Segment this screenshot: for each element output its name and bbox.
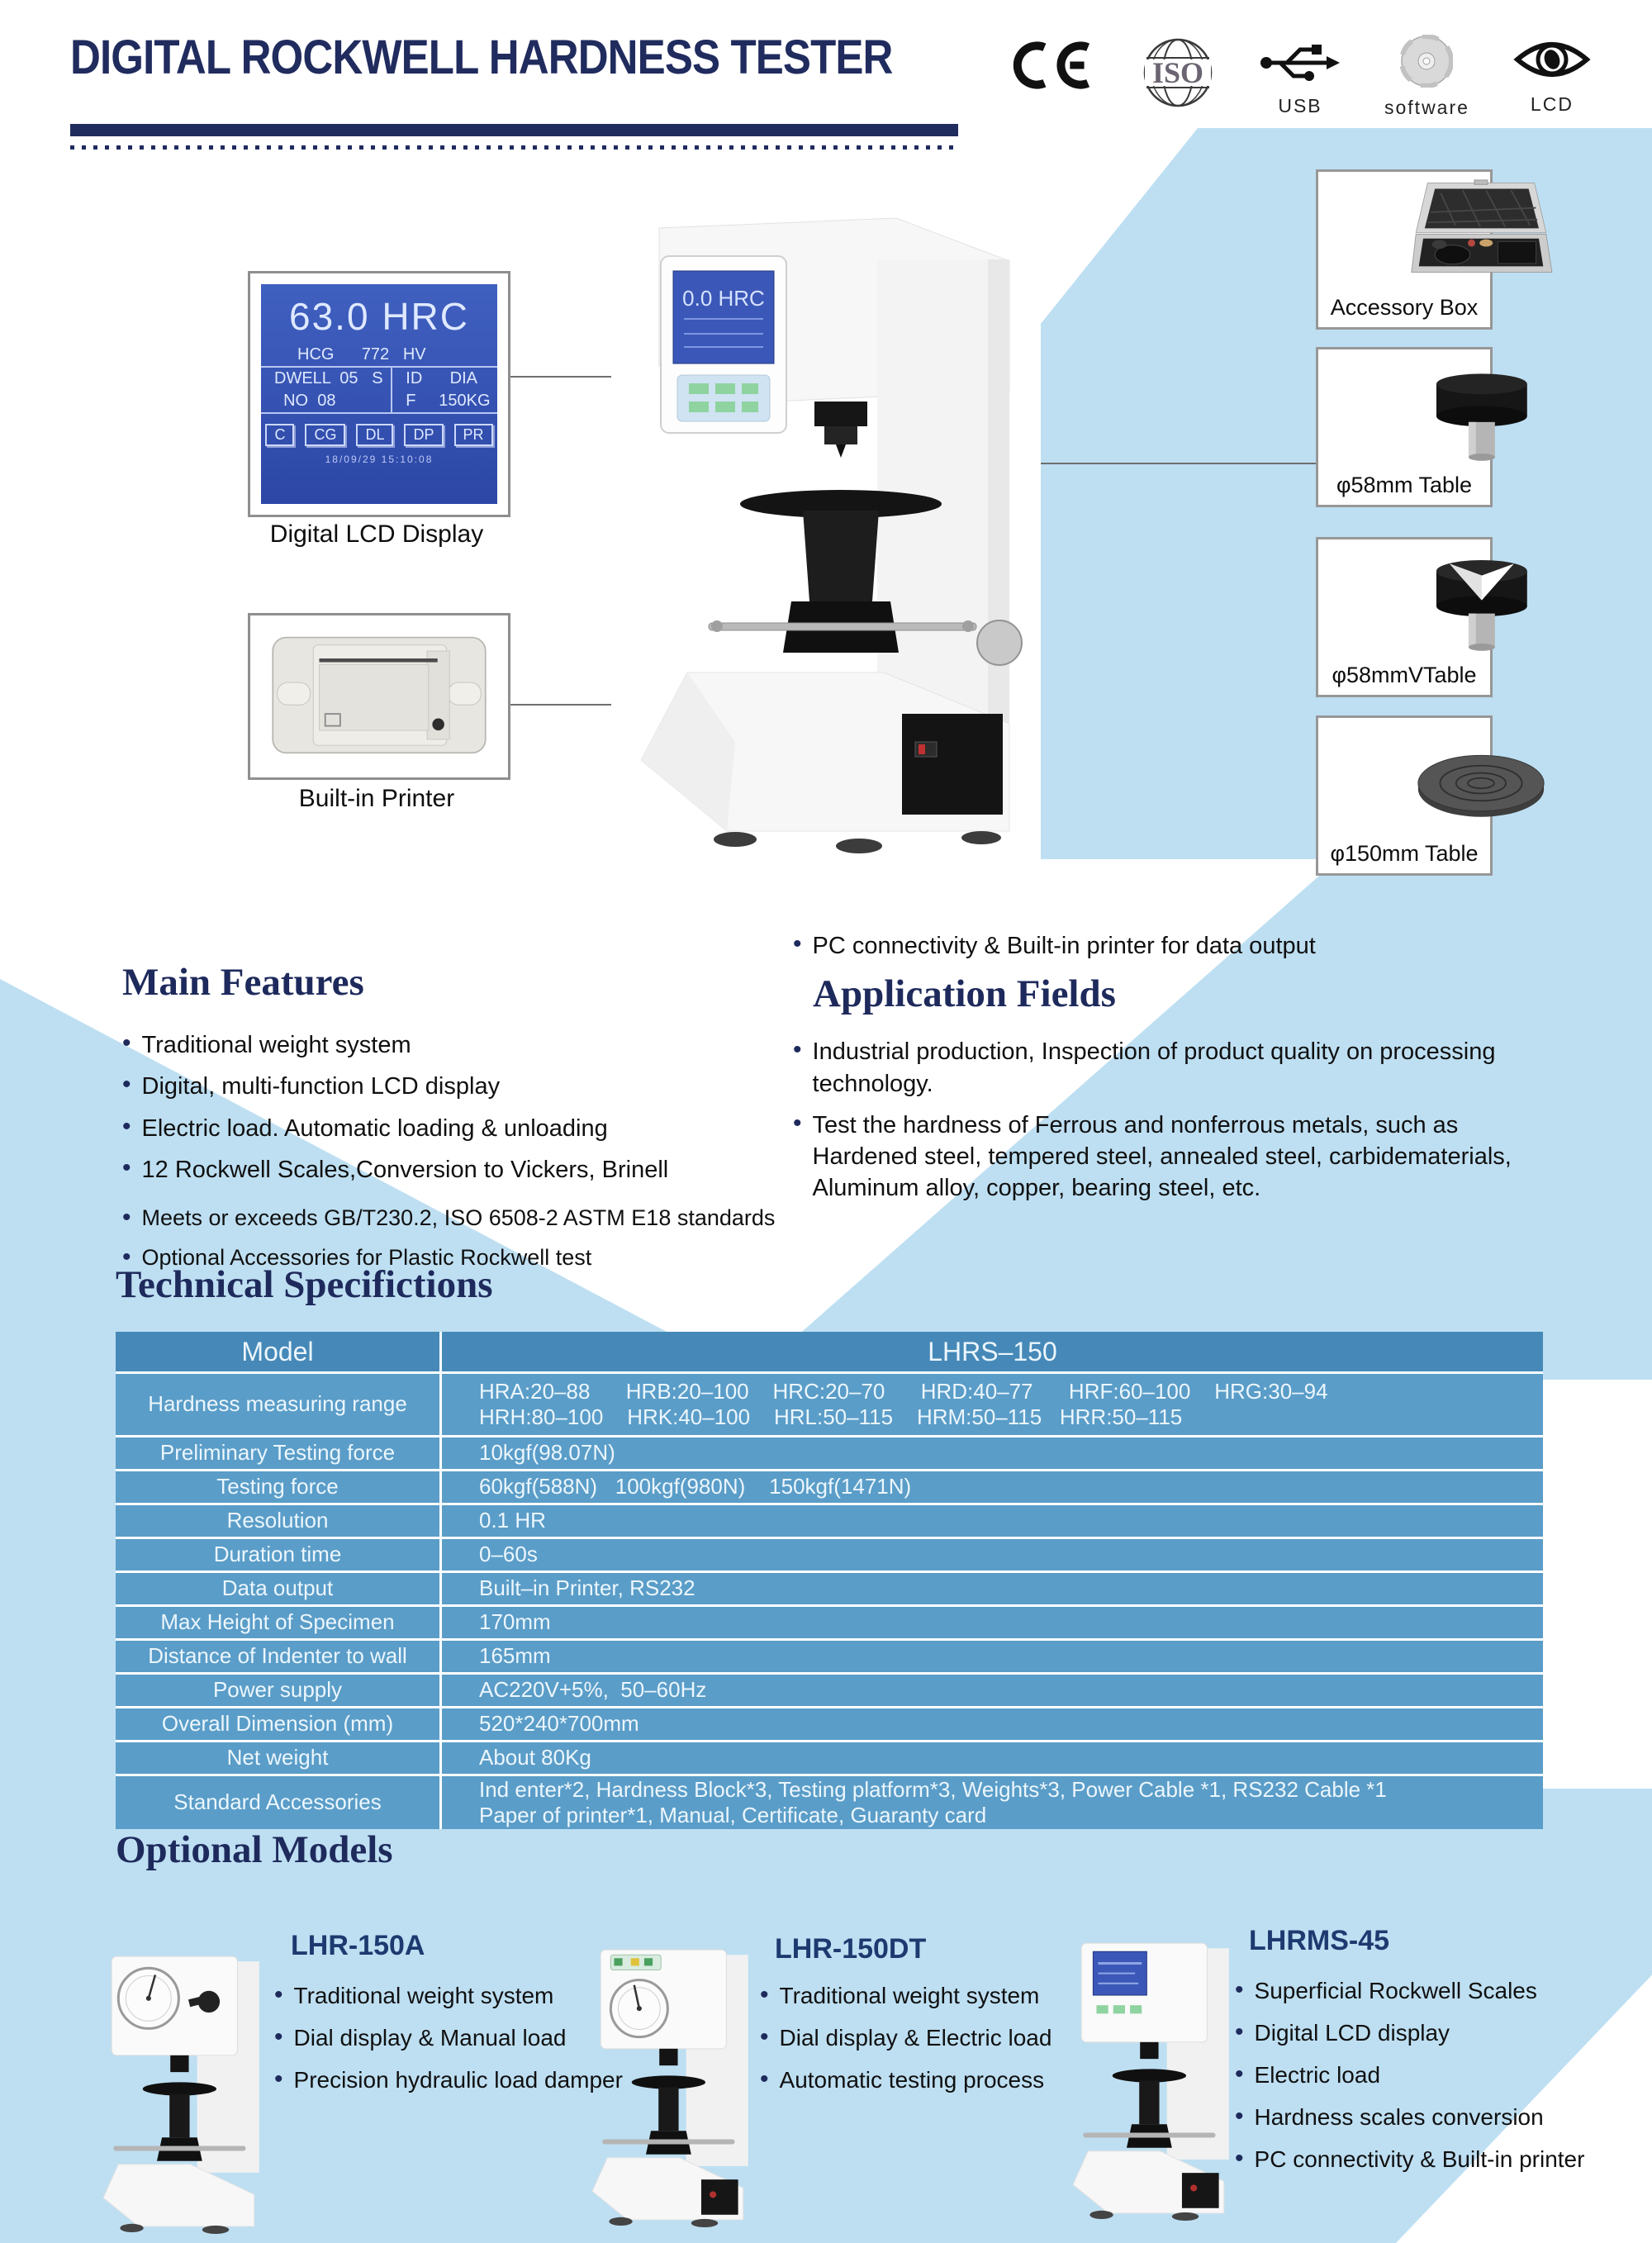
bullet-icon: •	[793, 1036, 802, 1064]
bullet-icon: •	[122, 1112, 131, 1140]
main-features-heading: Main Features	[122, 961, 364, 1004]
feature-item: • Meets or exceeds GB/T230.2, ISO 6508-2 ASTM E18 standards	[122, 1204, 849, 1233]
lcd-status-grid	[261, 366, 497, 414]
flat-table-150-card	[1316, 715, 1493, 876]
title-underline	[70, 124, 958, 136]
spec-row-duration: Duration time 0–60s	[116, 1539, 1543, 1573]
machine-screen-text: 0.0 HRC	[682, 286, 765, 311]
spec-table	[116, 1332, 1543, 1829]
bullet-icon: •	[122, 1029, 131, 1057]
lcd-display-callout	[248, 271, 510, 517]
bullet-icon: •	[793, 1109, 802, 1137]
model-lhrms45-photo	[1059, 1936, 1253, 2226]
feature-item: • Digital, multi-function LCD display	[122, 1071, 849, 1102]
bullet-icon: •	[760, 2022, 769, 2051]
application-fields-section	[793, 930, 1586, 1214]
model-lhr150dt-features: • Traditional weight system • Dial display & Electric load • Automatic testing process	[760, 1981, 1132, 2108]
model-lhr150a-features: • Traditional weight system • Dial display & Manual load • Precision hydraulic load damper	[274, 1981, 629, 2108]
spec-row-max-height: Max Height of Specimen 170mm	[116, 1607, 1543, 1641]
model-lhrms45-name: LHRMS-45	[1249, 1925, 1390, 1956]
spec-model-label: Model	[116, 1332, 442, 1371]
certification-badges	[999, 35, 1592, 126]
bullet-icon: •	[122, 1243, 131, 1271]
usb-icon	[1259, 35, 1341, 90]
application-fields-list	[793, 1036, 1586, 1204]
lcd-no: NO 08	[274, 392, 336, 410]
lcd-id-dia: ID DIA	[391, 368, 497, 390]
iso-badge	[1140, 35, 1216, 126]
application-item: • Test the hardness of Ferrous and nonferrous metals, such as Hardened steel, tempered steel, annealed steel, carbidematerials, Aluminum alloy, copper, bearing steel, etc.	[793, 1110, 1586, 1205]
lcd-key-dl: DL	[356, 424, 393, 446]
bullet-icon: •	[122, 1204, 131, 1232]
bullet-icon: •	[274, 2022, 283, 2051]
hardness-tester-photo	[611, 213, 1041, 866]
page-title: DIGITAL ROCKWELL HARDNESS TESTER	[70, 31, 893, 84]
optional-models-heading: Optional Models	[116, 1828, 393, 1871]
spec-model-value: LHRS–150	[928, 1336, 1057, 1366]
spec-table-header-row	[116, 1332, 1543, 1374]
model-lhr150a-photo	[89, 1950, 283, 2239]
eye-icon	[1512, 35, 1592, 88]
ce-mark	[999, 35, 1097, 126]
lcd-dwell: DWELL 05 S	[274, 369, 383, 387]
feature-item: • Traditional weight system	[122, 1029, 849, 1061]
model-lhr150dt-photo	[578, 1943, 772, 2232]
spec-row-power-supply: Power supply AC220V+5%, 50–60Hz	[116, 1675, 1543, 1708]
lcd-key-cg: CG	[305, 424, 345, 446]
lcd-reading: 63.0 HRC	[289, 295, 469, 338]
printer-callout	[248, 613, 510, 780]
flat-table-150-label: φ150mm Table	[1330, 841, 1479, 866]
bullet-icon: •	[1235, 1976, 1244, 2003]
lcd-key-c: C	[265, 424, 294, 446]
tech-specs-heading: Technical Specifictions	[116, 1263, 493, 1306]
lcd-badge-label: LCD	[1530, 93, 1574, 115]
spec-row-preliminary-force: Preliminary Testing force 10kgf(98.07N)	[116, 1438, 1543, 1471]
accessory-box-label: Accessory Box	[1330, 295, 1479, 320]
application-item: • Industrial production, Inspection of product quality on processing technology.	[793, 1036, 1586, 1100]
model-lhrms45-features: • Superficial Rockwell Scales • Digital LCD display • Electric load • Hardness scales conversion • PC connectivity & Built-in printer	[1235, 1976, 1602, 2187]
bullet-icon: •	[122, 1071, 131, 1099]
bullet-icon: •	[760, 2065, 769, 2093]
iso-icon	[1140, 35, 1216, 115]
lcd-row-hcg: HCG 772 HV	[297, 345, 426, 364]
application-fields-heading: Application Fields	[813, 972, 1116, 1016]
lcd-key-dp: DP	[404, 424, 443, 446]
usb-badge	[1259, 35, 1341, 126]
model-lhr150a-name: LHR-150A	[291, 1930, 425, 1961]
usb-label: USB	[1278, 95, 1322, 116]
lcd-softkeys	[261, 424, 497, 446]
hardness-tester-illustration	[611, 213, 1041, 866]
accessory-box-card	[1316, 169, 1493, 330]
feature-item: • 12 Rockwell Scales,Conversion to Vickers, Brinell	[122, 1154, 849, 1186]
spec-row-net-weight: Net weight About 80Kg	[116, 1742, 1543, 1776]
spec-row-standard-accessories: Standard Accessories Ind enter*2, Hardness Block*3, Testing platform*3, Weights*3, Power Cable *1, RS232 Cable *1 Paper of printer*1, Manual, Certificate, Guaranty card	[116, 1776, 1543, 1829]
printer-illustration	[267, 625, 491, 768]
spec-row-resolution: Resolution 0.1 HR	[116, 1505, 1543, 1539]
lcd-timestamp: 18/09/29 15:10:08	[325, 454, 434, 465]
bullet-icon: •	[274, 1981, 283, 2008]
bullet-icon: •	[1235, 2102, 1244, 2130]
v-table-58-card	[1316, 537, 1493, 697]
main-features-section	[122, 960, 849, 1282]
spec-row-testing-force: Testing force 60kgf(588N) 100kgf(980N) 150kgf(1471N)	[116, 1471, 1543, 1505]
main-features-list	[122, 1029, 849, 1272]
bullet-icon: •	[793, 930, 802, 958]
printer-callout-label: Built-in Printer	[298, 785, 455, 812]
bullet-icon: •	[122, 1153, 131, 1181]
lcd-screen	[261, 284, 497, 504]
bullet-icon: •	[760, 1981, 769, 2008]
lcd-force: F 150KG	[391, 390, 497, 412]
callout-line-table	[1037, 463, 1316, 464]
feature-item: • Electric load. Automatic loading & unloading	[122, 1113, 849, 1144]
ce-icon	[999, 35, 1097, 100]
v-table-58-label: φ58mmVTable	[1332, 663, 1477, 687]
svg-text:ISO: ISO	[1151, 56, 1204, 89]
spec-row-hardness-range: Hardness measuring range HRA:20–88 HRB:20–100 HRC:20–70 HRD:40–77 HRF:60–100 HRG:30–94 HRH:80–100 HRK:40–100 HRL:50–115 HRM:50–115 HRR:50–115	[116, 1374, 1543, 1438]
bullet-icon: •	[1235, 2060, 1244, 2088]
cd-icon	[1400, 35, 1453, 92]
flat-table-58-card	[1316, 347, 1493, 507]
spec-row-indenter-distance: Distance of Indenter to wall 165mm	[116, 1641, 1543, 1675]
spec-row-dimension: Overall Dimension (mm) 520*240*700mm	[116, 1708, 1543, 1742]
bullet-icon: •	[1235, 2017, 1244, 2046]
flat-table-58-label: φ58mm Table	[1336, 473, 1473, 497]
model-lhr150dt-name: LHR-150DT	[775, 1933, 927, 1965]
bullet-icon: •	[274, 2065, 283, 2093]
bullet-icon: •	[1235, 2144, 1244, 2172]
software-badge	[1384, 35, 1469, 126]
feature-item: • PC connectivity & Built-in printer for data output	[793, 930, 1586, 962]
title-dotted-line	[70, 145, 958, 150]
lcd-key-pr: PR	[454, 424, 493, 446]
feature-item: • Optional Accessories for Plastic Rockwell test	[122, 1243, 849, 1273]
lcd-badge	[1512, 35, 1592, 126]
spec-row-data-output: Data output Built–in Printer, RS232	[116, 1573, 1543, 1607]
lcd-callout-label: Digital LCD Display	[269, 520, 484, 548]
software-label: software	[1384, 97, 1469, 118]
